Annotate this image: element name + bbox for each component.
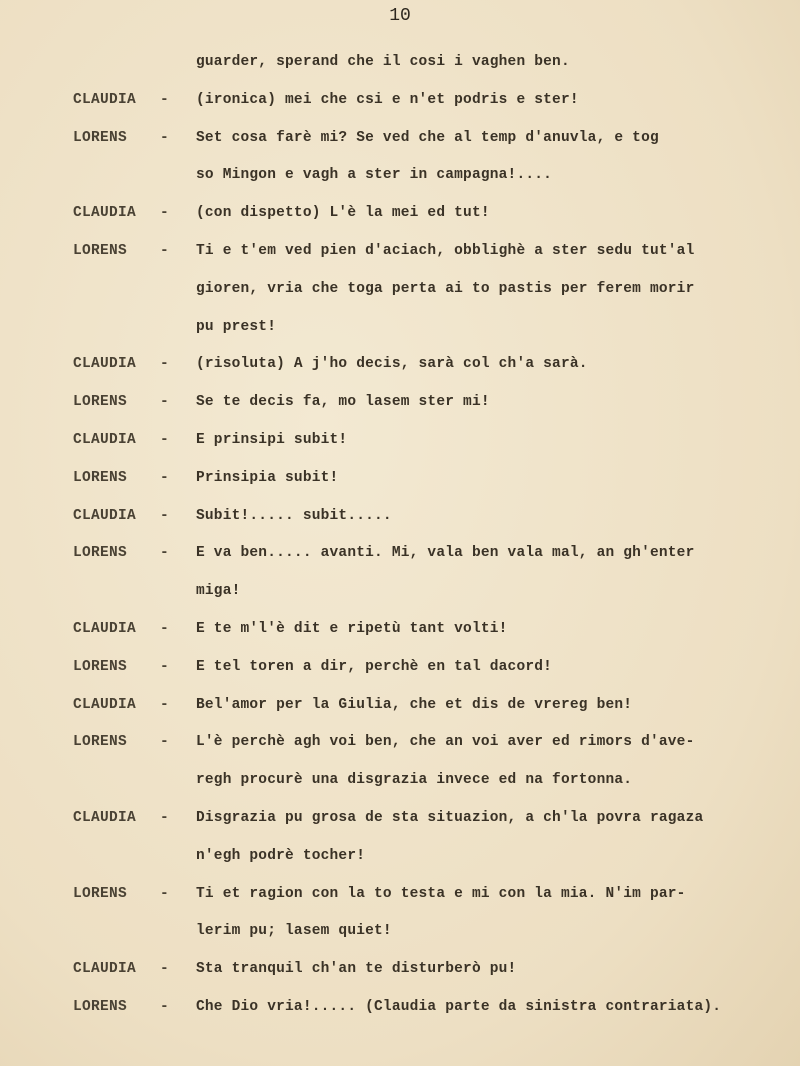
script-line: [0, 913, 800, 951]
script-line: [0, 573, 800, 611]
dialogue-text: Bel'amor per la Giulia, che et dis de vrereg ben!: [196, 696, 633, 713]
script-line: [0, 157, 800, 195]
speaker-name: LORENS: [73, 469, 128, 486]
speaker-dash: -: [160, 394, 169, 411]
speaker-dash: -: [160, 885, 169, 902]
script-line: [0, 233, 800, 271]
dialogue-text: Sta tranquil ch'an te disturberò pu!: [196, 961, 517, 978]
speaker-dash: -: [160, 545, 169, 562]
script-line: [0, 838, 800, 876]
speaker-name: CLAUDIA: [73, 696, 137, 713]
script-line: [0, 762, 800, 800]
script-line: [0, 876, 800, 914]
dialogue-text: n'egh podrè tocher!: [196, 847, 366, 864]
speaker-name: LORENS: [73, 545, 128, 562]
dialogue-text: L'è perchè agh voi ben, che an voi aver ed rimors d'ave-: [196, 734, 695, 751]
speaker-dash: -: [160, 242, 169, 259]
script-line: [0, 989, 800, 1027]
speaker-name: CLAUDIA: [73, 356, 137, 373]
speaker-dash: -: [160, 809, 169, 826]
script-line: [0, 195, 800, 233]
script-line: [0, 346, 800, 384]
script-line: [0, 384, 800, 422]
speaker-name: LORENS: [73, 394, 128, 411]
dialogue-text: guarder, sperand che il cosi i vaghen ben.: [196, 54, 570, 70]
script-line: [0, 422, 800, 460]
dialogue-text: (con dispetto) L'è la mei ed tut!: [196, 205, 490, 222]
speaker-dash: -: [160, 469, 169, 486]
dialogue-text: (ironica) mei che csi e n'et podris e ster!: [196, 91, 579, 108]
speaker-dash: -: [160, 734, 169, 751]
dialogue-text: (risoluta) A j'ho decis, sarà col ch'a sarà.: [196, 356, 588, 373]
speaker-name: CLAUDIA: [73, 91, 137, 108]
dialogue-text: Prinsipia subit!: [196, 469, 339, 486]
dialogue-text: Subit!..... subit.....: [196, 507, 392, 524]
script-line: [0, 535, 800, 573]
speaker-dash: -: [160, 205, 169, 222]
speaker-dash: -: [160, 998, 169, 1015]
script-line: [0, 82, 800, 120]
dialogue-text: pu prest!: [196, 318, 277, 335]
dialogue-text: Ti e t'em ved pien d'aciach, obblighè a ster sedu tut'al: [196, 242, 695, 259]
speaker-dash: -: [160, 961, 169, 978]
script-line: [0, 649, 800, 687]
dialogue-text: E te m'l'è dit e ripetù tant volti!: [196, 620, 508, 637]
speaker-name: LORENS: [73, 885, 128, 902]
dialogue-text: miga!: [196, 583, 241, 600]
speaker-name: CLAUDIA: [73, 205, 137, 222]
dialogue-text: Set cosa farè mi? Se ved che al temp d'anuvla, e tog: [196, 129, 659, 146]
speaker-dash: -: [160, 620, 169, 637]
speaker-dash: -: [160, 431, 169, 448]
script-line: [0, 687, 800, 725]
speaker-dash: -: [160, 696, 169, 713]
dialogue-text: E va ben..... avanti. Mi, vala ben vala mal, an gh'enter: [196, 545, 695, 562]
speaker-name: LORENS: [73, 129, 128, 146]
script-line: [0, 271, 800, 309]
dialogue-text: so Mingon e vagh a ster in campagna!....: [196, 167, 553, 184]
script-lines: [0, 44, 800, 1027]
script-line: [0, 44, 800, 82]
speaker-dash: -: [160, 356, 169, 373]
speaker-name: CLAUDIA: [73, 507, 137, 524]
dialogue-text: E prinsipi subit!: [196, 431, 348, 448]
speaker-name: CLAUDIA: [73, 809, 137, 826]
speaker-dash: -: [160, 658, 169, 675]
speaker-name: LORENS: [73, 242, 128, 259]
script-line: [0, 309, 800, 347]
script-line: [0, 120, 800, 158]
dialogue-text: gioren, vria che toga perta ai to pastis per ferem morir: [196, 280, 695, 297]
page-number: 10: [389, 6, 411, 26]
script-line: [0, 800, 800, 838]
script-line: [0, 460, 800, 498]
dialogue-text: Disgrazia pu grosa de sta situazion, a ch'la povra ragaza: [196, 809, 704, 826]
dialogue-text: Ti et ragion con la to testa e mi con la mia. N'im par-: [196, 885, 686, 902]
dialogue-text: E tel toren a dir, perchè en tal dacord!: [196, 658, 553, 675]
dialogue-text: regh procurè una disgrazia invece ed na fortonna.: [196, 772, 633, 789]
speaker-dash: -: [160, 129, 169, 146]
speaker-name: CLAUDIA: [73, 431, 137, 448]
dialogue-text: Se te decis fa, mo lasem ster mi!: [196, 394, 490, 411]
speaker-dash: -: [160, 91, 169, 108]
speaker-name: CLAUDIA: [73, 961, 137, 978]
script-line: [0, 611, 800, 649]
script-line: [0, 724, 800, 762]
dialogue-text: Che Dio vria!..... (Claudia parte da sinistra contrariata).: [196, 998, 722, 1015]
script-line: [0, 951, 800, 989]
dialogue-text: lerim pu; lasem quiet!: [196, 923, 392, 940]
speaker-name: LORENS: [73, 658, 128, 675]
speaker-name: LORENS: [73, 998, 128, 1015]
script-line: [0, 498, 800, 536]
speaker-name: LORENS: [73, 734, 128, 751]
speaker-name: CLAUDIA: [73, 620, 137, 637]
speaker-dash: -: [160, 507, 169, 524]
